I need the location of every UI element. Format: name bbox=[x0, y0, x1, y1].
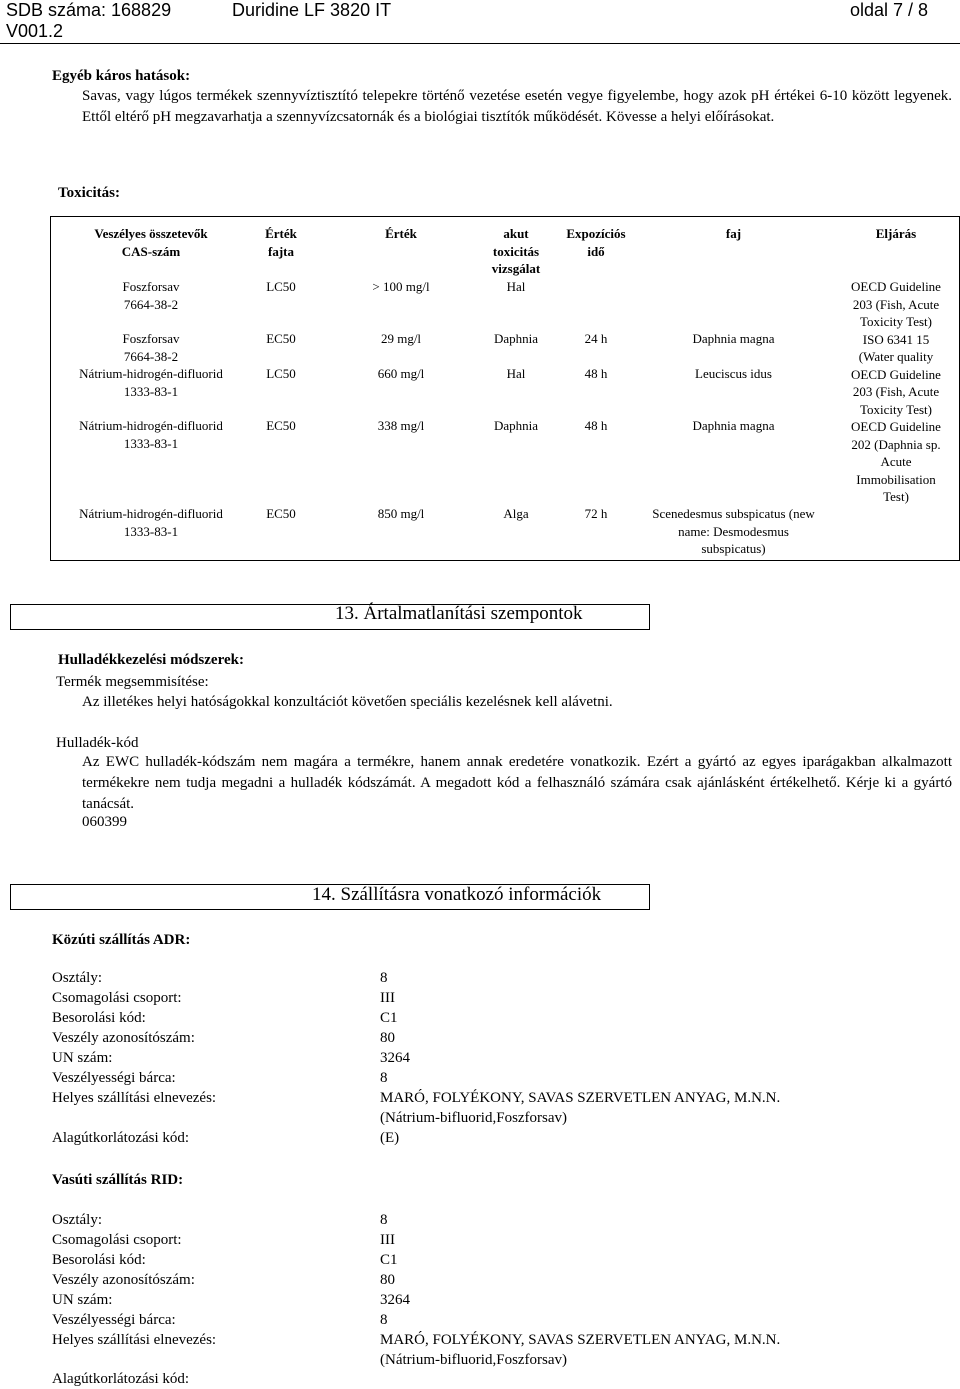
row-5-name: Nátrium-hidrogén-difluorid bbox=[79, 506, 223, 521]
row-4-type: EC50 bbox=[266, 418, 296, 433]
method-4-line4: Immobilisation bbox=[856, 471, 936, 487]
rid-packing-label: Csomagolási csoport: bbox=[52, 1232, 182, 1248]
row-4-value: 338 mg/l bbox=[377, 418, 425, 433]
row-3-test: Hal bbox=[506, 366, 526, 381]
disposal-text: Az illetékes helyi hatóságokkal konzultációt követően speciális kezelésnek kell alávetni. bbox=[82, 694, 613, 710]
row-3-time: 48 h bbox=[584, 366, 608, 381]
row-5-time: 72 h bbox=[584, 506, 608, 521]
waste-code-value: 060399 bbox=[82, 814, 127, 830]
method-4-line1: OECD Guideline bbox=[851, 419, 941, 434]
col-value-type bbox=[256, 225, 306, 260]
row-1-test: Hal bbox=[506, 279, 526, 294]
other-effects-heading: Egyéb káros hatások: bbox=[52, 68, 191, 84]
col-species: faj bbox=[725, 226, 742, 241]
section-13-title: 13. Ártalmatlanítási szempontok bbox=[335, 603, 583, 624]
table-row-3-component bbox=[51, 365, 251, 400]
col-acute-line1: akut bbox=[503, 226, 529, 241]
col-exposure-line2: idő bbox=[587, 243, 605, 259]
rid-shipping-name-value2: (Nátrium-bifluorid,Foszforsav) bbox=[380, 1352, 568, 1368]
method-4-line2: 202 (Daphnia sp. bbox=[851, 436, 941, 452]
row-2-species: Daphnia magna bbox=[692, 331, 775, 346]
method-3-line1: OECD Guideline bbox=[851, 366, 941, 382]
adr-shipping-name-value2: (Nátrium-bifluorid,Foszforsav) bbox=[380, 1110, 568, 1126]
row-5-species-line2: name: Desmodesmus bbox=[678, 523, 789, 539]
adr-hazard-id-value: 80 bbox=[380, 1030, 395, 1046]
row-3-value: 660 mg/l bbox=[377, 366, 425, 381]
row-3-type: LC50 bbox=[266, 366, 296, 381]
row-2-name: Foszforsav bbox=[122, 331, 180, 346]
toxicity-table bbox=[50, 216, 960, 561]
row-4-cas: 1333-83-1 bbox=[123, 435, 179, 451]
row-2-value: 29 mg/l bbox=[380, 331, 422, 346]
col-value-type-line1: Érték bbox=[265, 226, 297, 241]
col-component-line1: Veszélyes összetevők bbox=[94, 226, 208, 241]
row-2-test: Daphnia bbox=[493, 331, 539, 346]
method-1-line3: Toxicity Test) bbox=[860, 314, 932, 329]
row-5-value: 850 mg/l bbox=[377, 506, 425, 521]
col-acute-line2: toxicitás bbox=[492, 243, 540, 259]
table-row-1-component bbox=[51, 278, 251, 313]
table-row-5-component bbox=[51, 505, 251, 540]
adr-packing-value: III bbox=[380, 990, 395, 1006]
method-4-line3: Acute bbox=[880, 454, 912, 469]
toxicity-heading: Toxicitás: bbox=[58, 185, 120, 201]
row-5-type: EC50 bbox=[266, 506, 296, 521]
col-value-type-line2: fajta bbox=[268, 243, 294, 259]
row-2-cas: 7664-38-2 bbox=[123, 348, 179, 364]
adr-tunnel-label: Alagútkorlátozási kód: bbox=[52, 1130, 190, 1146]
rid-hazard-id-value: 80 bbox=[380, 1272, 395, 1288]
rid-un-value: 3264 bbox=[380, 1292, 410, 1308]
waste-methods-heading: Hulladékkezelési módszerek: bbox=[58, 652, 244, 668]
row-4-name: Nátrium-hidrogén-difluorid bbox=[79, 418, 223, 433]
row-3-cas: 1333-83-1 bbox=[123, 383, 179, 399]
adr-shipping-name-value: MARÓ, FOLYÉKONY, SAVAS SZERVETLEN ANYAG, M.N.N. bbox=[380, 1090, 781, 1106]
adr-packing-label: Csomagolási csoport: bbox=[52, 990, 182, 1006]
table-row-4-component bbox=[51, 417, 251, 452]
method-3-line3: Toxicity Test) bbox=[860, 401, 932, 417]
section-14-title: 14. Szállításra vonatkozó információk bbox=[312, 884, 602, 905]
adr-classification-label: Besorolási kód: bbox=[52, 1010, 146, 1026]
rid-heading: Vasúti szállítás RID: bbox=[52, 1172, 184, 1188]
method-1-line2: 203 (Fish, Acute bbox=[852, 296, 940, 312]
row-2-type: EC50 bbox=[266, 331, 296, 346]
adr-un-value: 3264 bbox=[380, 1050, 410, 1066]
method-2-line1: ISO 6341 15 bbox=[862, 331, 930, 347]
col-acute-line3: vizsgálat bbox=[491, 261, 541, 276]
adr-class-label: Osztály: bbox=[52, 970, 102, 986]
col-exposure-line1: Expozíciós bbox=[566, 226, 626, 241]
adr-tunnel-value: (E) bbox=[380, 1130, 400, 1146]
col-value: Érték bbox=[385, 226, 417, 241]
adr-class-value: 8 bbox=[380, 970, 388, 986]
row-5-species-line1: Scenedesmus subspicatus (new bbox=[652, 506, 815, 521]
rid-shipping-name-value: MARÓ, FOLYÉKONY, SAVAS SZERVETLEN ANYAG, M.N.N. bbox=[380, 1332, 781, 1348]
row-4-test: Daphnia bbox=[493, 418, 539, 433]
rid-tunnel-label: Alagútkorlátozási kód: bbox=[52, 1371, 190, 1387]
col-acute bbox=[481, 225, 551, 278]
adr-label-label: Veszélyességi bárca: bbox=[52, 1070, 176, 1086]
row-4-species: Daphnia magna bbox=[692, 418, 775, 433]
adr-hazard-id-label: Veszély azonosítószám: bbox=[52, 1030, 195, 1046]
row-5-species-line3: subspicatus) bbox=[701, 541, 766, 556]
row-5-test: Alga bbox=[503, 506, 529, 521]
adr-un-label: UN szám: bbox=[52, 1050, 113, 1066]
rid-shipping-name-label: Helyes szállítási elnevezés: bbox=[52, 1332, 217, 1348]
adr-label-value: 8 bbox=[380, 1070, 388, 1086]
row-3-species: Leuciscus idus bbox=[695, 366, 772, 381]
waste-code-label: Hulladék-kód bbox=[56, 735, 139, 751]
col-component-line2: CAS-szám bbox=[121, 243, 181, 259]
rid-label-label: Veszélyességi bárca: bbox=[52, 1312, 176, 1328]
disposal-label: Termék megsemmisítése: bbox=[56, 674, 209, 690]
rid-class-label: Osztály: bbox=[52, 1212, 102, 1228]
table-row-2-component bbox=[51, 330, 251, 365]
product-name: Duridine LF 3820 IT bbox=[232, 0, 392, 20]
other-effects-text: Savas, vagy lúgos termékek szennyvíztisztító telepekre történő vezetése esetén vegye figyelembe, hogy azok pH értékei 6-10 között legyenek. Ettől eltérő pH megzavarhatja a szennyvízcsatornák és a biológiai tisztítók működését. Kövesse a helyi előírásokat. bbox=[82, 88, 952, 125]
rid-classification-value: C1 bbox=[380, 1252, 398, 1268]
col-method: Eljárás bbox=[875, 226, 917, 241]
page-number: oldal 7 / 8 bbox=[850, 0, 929, 20]
row-3-name: Nátrium-hidrogén-difluorid bbox=[79, 366, 223, 381]
rid-class-value: 8 bbox=[380, 1212, 388, 1228]
rid-hazard-id-label: Veszély azonosítószám: bbox=[52, 1272, 195, 1288]
method-column bbox=[836, 278, 956, 506]
method-4-line5: Test) bbox=[883, 489, 909, 504]
row-1-cas: 7664-38-2 bbox=[123, 296, 179, 312]
col-component bbox=[51, 225, 251, 260]
row-4-time: 48 h bbox=[584, 418, 608, 433]
adr-shipping-name-label: Helyes szállítási elnevezés: bbox=[52, 1090, 217, 1106]
col-exposure bbox=[556, 225, 636, 260]
adr-heading: Közúti szállítás ADR: bbox=[52, 932, 191, 948]
header-divider bbox=[0, 43, 960, 44]
waste-code-text: Az EWC hulladék-kódszám nem magára a termékre, hanem annak eredetére vonatkozik. Ezért a gyártó az egyes iparágakban alkalmazott termékekre nem tudja megadni a hulladék kódszámát. A megadott kód a felhasználó számára csak ajánlásként értékelhető. Kérje ki a gyártó tanácsát. bbox=[82, 754, 952, 812]
row-1-value: > 100 mg/l bbox=[372, 279, 430, 294]
method-1-line1: OECD Guideline bbox=[851, 279, 941, 294]
row-5-species bbox=[636, 505, 831, 558]
row-5-cas: 1333-83-1 bbox=[123, 523, 179, 539]
adr-classification-value: C1 bbox=[380, 1010, 398, 1026]
row-1-name: Foszforsav bbox=[122, 279, 180, 294]
row-1-type: LC50 bbox=[266, 279, 296, 294]
rid-un-label: UN szám: bbox=[52, 1292, 113, 1308]
method-2-line2: (Water quality bbox=[858, 349, 934, 364]
rid-packing-value: III bbox=[380, 1232, 395, 1248]
version: V001.2 bbox=[6, 21, 64, 41]
sdb-number: SDB száma: 168829 bbox=[6, 0, 172, 20]
rid-classification-label: Besorolási kód: bbox=[52, 1252, 146, 1268]
rid-label-value: 8 bbox=[380, 1312, 388, 1328]
row-2-time: 24 h bbox=[584, 331, 608, 346]
method-3-line2: 203 (Fish, Acute bbox=[852, 384, 940, 399]
